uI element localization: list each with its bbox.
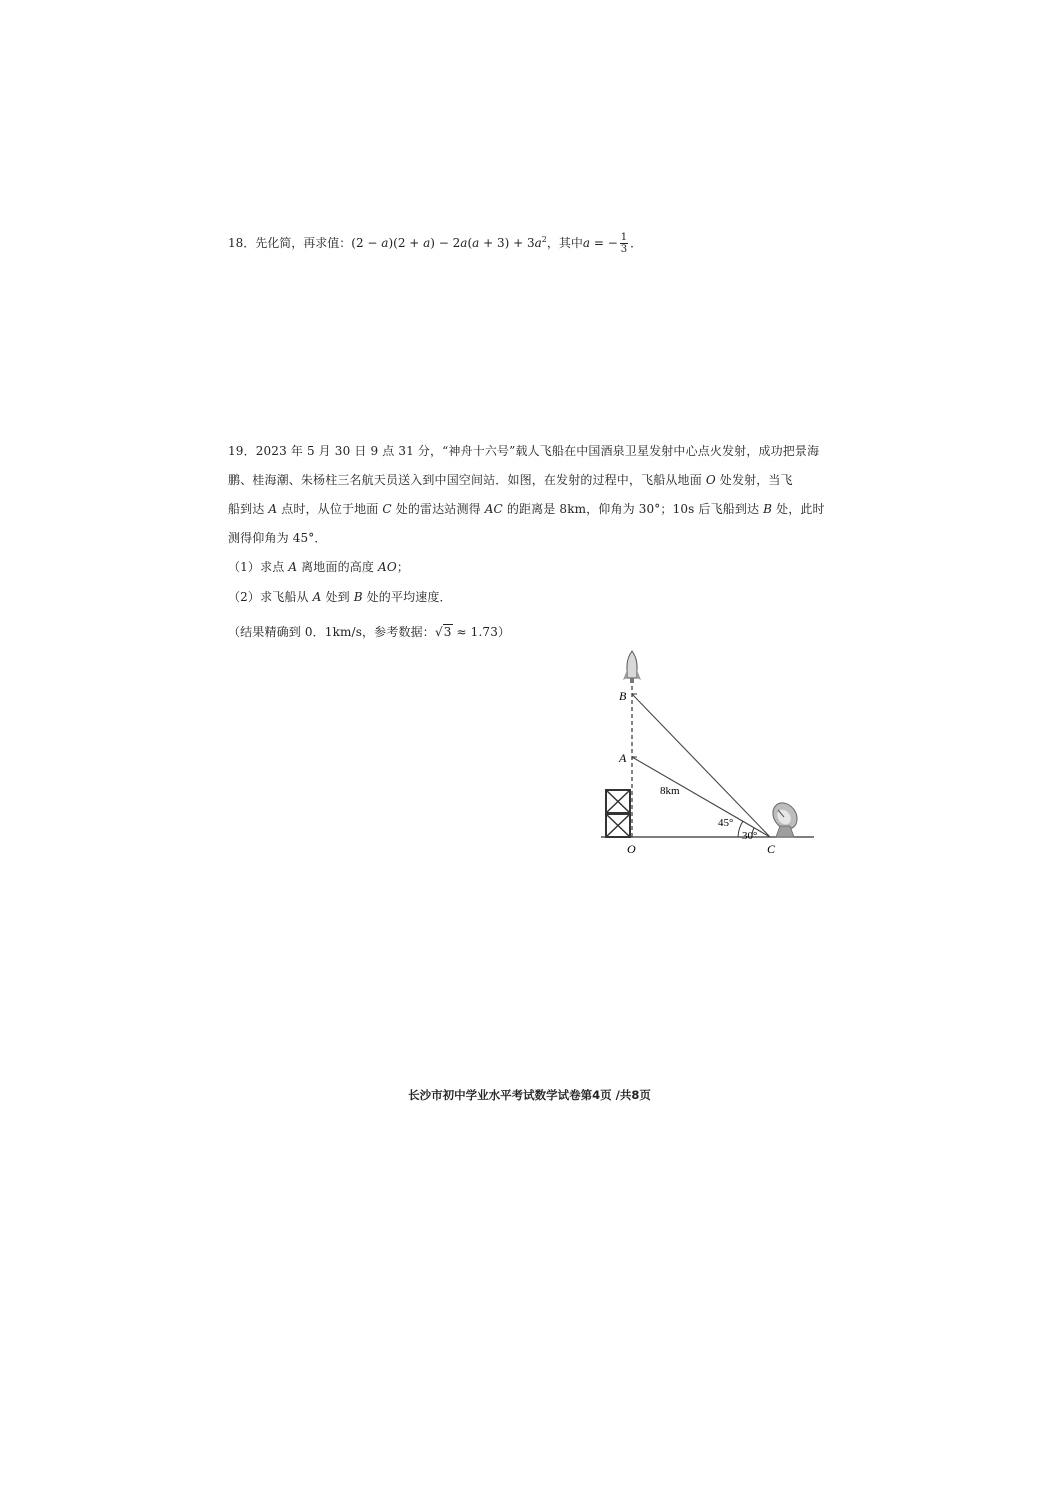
label-distance: 8km bbox=[660, 785, 680, 797]
building-icon bbox=[606, 790, 630, 837]
sqrt-symbol: √3 bbox=[434, 625, 452, 639]
q19-text: 点时，从位于地面 bbox=[277, 502, 383, 516]
q19-text: ≈ 1.73） bbox=[452, 625, 511, 639]
label-o: O bbox=[627, 842, 636, 856]
radar-dish-icon bbox=[768, 798, 802, 837]
q18-expr-c: ) − 2 bbox=[430, 236, 461, 250]
q19-text: 船到达 bbox=[228, 502, 269, 516]
q19-text: ； bbox=[396, 560, 409, 574]
q19-text: 处的雷达站测得 bbox=[391, 502, 485, 516]
label-a: A bbox=[619, 751, 627, 765]
q18-square: 2 bbox=[541, 235, 547, 244]
q19-line-4: 测得仰角为 45°． bbox=[228, 531, 327, 545]
q18-end: ． bbox=[630, 236, 643, 250]
q18-var: a bbox=[582, 236, 591, 250]
q18-expr-e: + 3) + 3 bbox=[479, 236, 535, 250]
label-b: B bbox=[619, 689, 627, 703]
q19-point-o: O bbox=[705, 473, 716, 487]
q18-instruction: 先化简，再求值： bbox=[255, 236, 352, 250]
q19-text: 处发射，当飞 bbox=[715, 473, 793, 487]
q19-text: （结果精确到 0．1km/s，参考数据： bbox=[228, 625, 435, 639]
q19-text: 的距离是 8km，仰角为 30°；10s 后飞船到达 bbox=[502, 502, 764, 516]
q19-text: （2）求飞船从 bbox=[228, 590, 313, 604]
q18-var: a bbox=[381, 236, 389, 250]
q19-segment-ao: AO bbox=[378, 560, 397, 574]
q19-point-a: A bbox=[268, 502, 278, 516]
rocket-icon bbox=[623, 651, 641, 683]
q19-text: 离地面的高度 bbox=[297, 560, 379, 574]
q18-expr-b: )(2 + bbox=[388, 236, 424, 250]
q19-segment-ac: AC bbox=[484, 502, 503, 516]
q18-number: 18． bbox=[228, 236, 256, 250]
sqrt-radicand: 3 bbox=[443, 625, 452, 639]
q19-text: 处到 bbox=[321, 590, 354, 604]
q18-expr-a: (2 − bbox=[351, 236, 382, 250]
q19-point-a: A bbox=[312, 590, 322, 604]
q18-var: a bbox=[472, 236, 480, 250]
q18-frac-num: 1 bbox=[620, 232, 628, 243]
q18-var: a bbox=[423, 236, 431, 250]
q19-point-b: B bbox=[763, 502, 773, 516]
q18-eq: = − bbox=[590, 236, 618, 250]
page-footer: 长沙市初中学业水平考试数学试卷第4页 /共8页 bbox=[408, 1088, 651, 1102]
label-angle-30: 30° bbox=[742, 830, 758, 842]
q18-var: a bbox=[460, 236, 468, 250]
q19-text: 鹏、桂海潮、朱杨柱三名航天员送入到中国空间站．如图，在发射的过程中，飞船从地面 bbox=[228, 473, 706, 487]
line-ac bbox=[632, 757, 770, 837]
q19-point-c: C bbox=[382, 502, 392, 516]
q18-expr-d: ( bbox=[467, 236, 473, 250]
q19-point-a: A bbox=[288, 560, 298, 574]
q19-text: （1）求点 bbox=[228, 560, 289, 574]
line-bc bbox=[632, 694, 770, 837]
q19-text: 处，此时 bbox=[772, 502, 825, 516]
q18-var: a bbox=[534, 236, 542, 250]
q19-line-1: 19．2023 年 5 月 30 日 9 点 31 分，“神舟十六号”载人飞船在中国酒泉卫星发射中心点火发射，成功把景海 bbox=[228, 444, 820, 458]
label-c: C bbox=[767, 842, 776, 856]
q18-where: ，其中 bbox=[546, 236, 583, 250]
q19-text: 处的平均速度． bbox=[362, 590, 452, 604]
q18-frac-den: 3 bbox=[620, 244, 628, 255]
label-angle-45: 45° bbox=[718, 817, 734, 829]
q19-point-b: B bbox=[353, 590, 363, 604]
